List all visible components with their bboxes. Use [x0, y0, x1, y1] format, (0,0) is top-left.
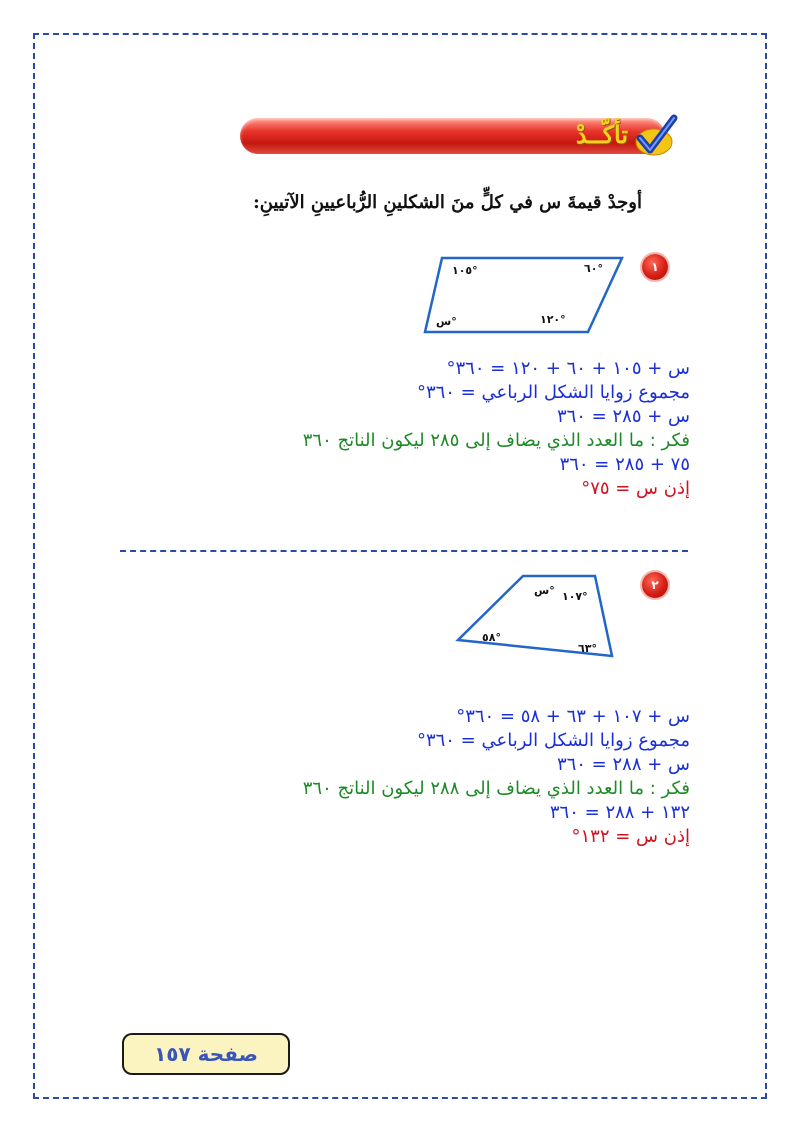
section-divider	[120, 550, 688, 552]
solution-answer: إذن س = ٧٥°	[581, 478, 690, 499]
angle-label-bottom-left: س°	[436, 315, 457, 328]
solution-steps-2	[303, 705, 690, 849]
solution-step: س + ١٠٥ + ٦٠ + ١٢٠ = ٣٦٠°	[446, 358, 690, 379]
angle-label-bottom-left: ٥٨°	[482, 631, 501, 644]
angle-label-bottom-right: ٦٣°	[578, 642, 597, 655]
angle-label-bottom-right: ١٢٠°	[540, 313, 566, 326]
solution-step-hint: فكر : ما العدد الذي يضاف إلى ٢٨٨ ليكون الناتج ٣٦٠	[302, 778, 690, 799]
problem-number-badge: ٢	[642, 572, 668, 598]
quadrilateral-figure-2	[450, 568, 620, 663]
solution-step: ٧٥ + ٢٨٥ = ٣٦٠	[559, 454, 690, 475]
banner-title: تأكّــدْ	[575, 120, 628, 149]
solution-step-hint: فكر : ما العدد الذي يضاف إلى ٢٨٥ ليكون الناتج ٣٦٠	[302, 430, 690, 451]
solution-answer: إذن س = ١٣٢°	[571, 826, 690, 847]
angle-label-top-right: ٦٠°	[584, 262, 603, 275]
solution-step: مجموع زوايا الشكل الرباعي = ٣٦٠°	[416, 730, 690, 751]
quadrilateral-figure-1	[420, 250, 630, 340]
solution-step: س + ٢٨٨ = ٣٦٠	[556, 754, 690, 775]
checkmark-icon	[630, 112, 680, 160]
solution-step: مجموع زوايا الشكل الرباعي = ٣٦٠°	[416, 382, 690, 403]
instruction-text: أوجدْ قيمةَ س في كلٍّ منَ الشكلينِ الرُّباعيينِ الآتيينِ:	[253, 192, 642, 213]
solution-step: س + ١٠٧ + ٦٣ + ٥٨ = ٣٦٠°	[456, 706, 690, 727]
angle-label-top-right: ١٠٧°	[562, 590, 588, 603]
angle-label-top-left: س°	[534, 584, 555, 597]
section-banner	[240, 112, 680, 160]
page-number: صفحة ١٥٧	[154, 1042, 258, 1066]
angle-label-top-left: ١٠٥°	[452, 264, 478, 277]
solution-steps-1	[303, 357, 690, 501]
solution-step: س + ٢٨٥ = ٣٦٠	[556, 406, 690, 427]
page-number-box	[122, 1033, 290, 1075]
solution-step: ١٣٢ + ٢٨٨ = ٣٦٠	[549, 802, 690, 823]
problem-number-badge: ١	[642, 254, 668, 280]
